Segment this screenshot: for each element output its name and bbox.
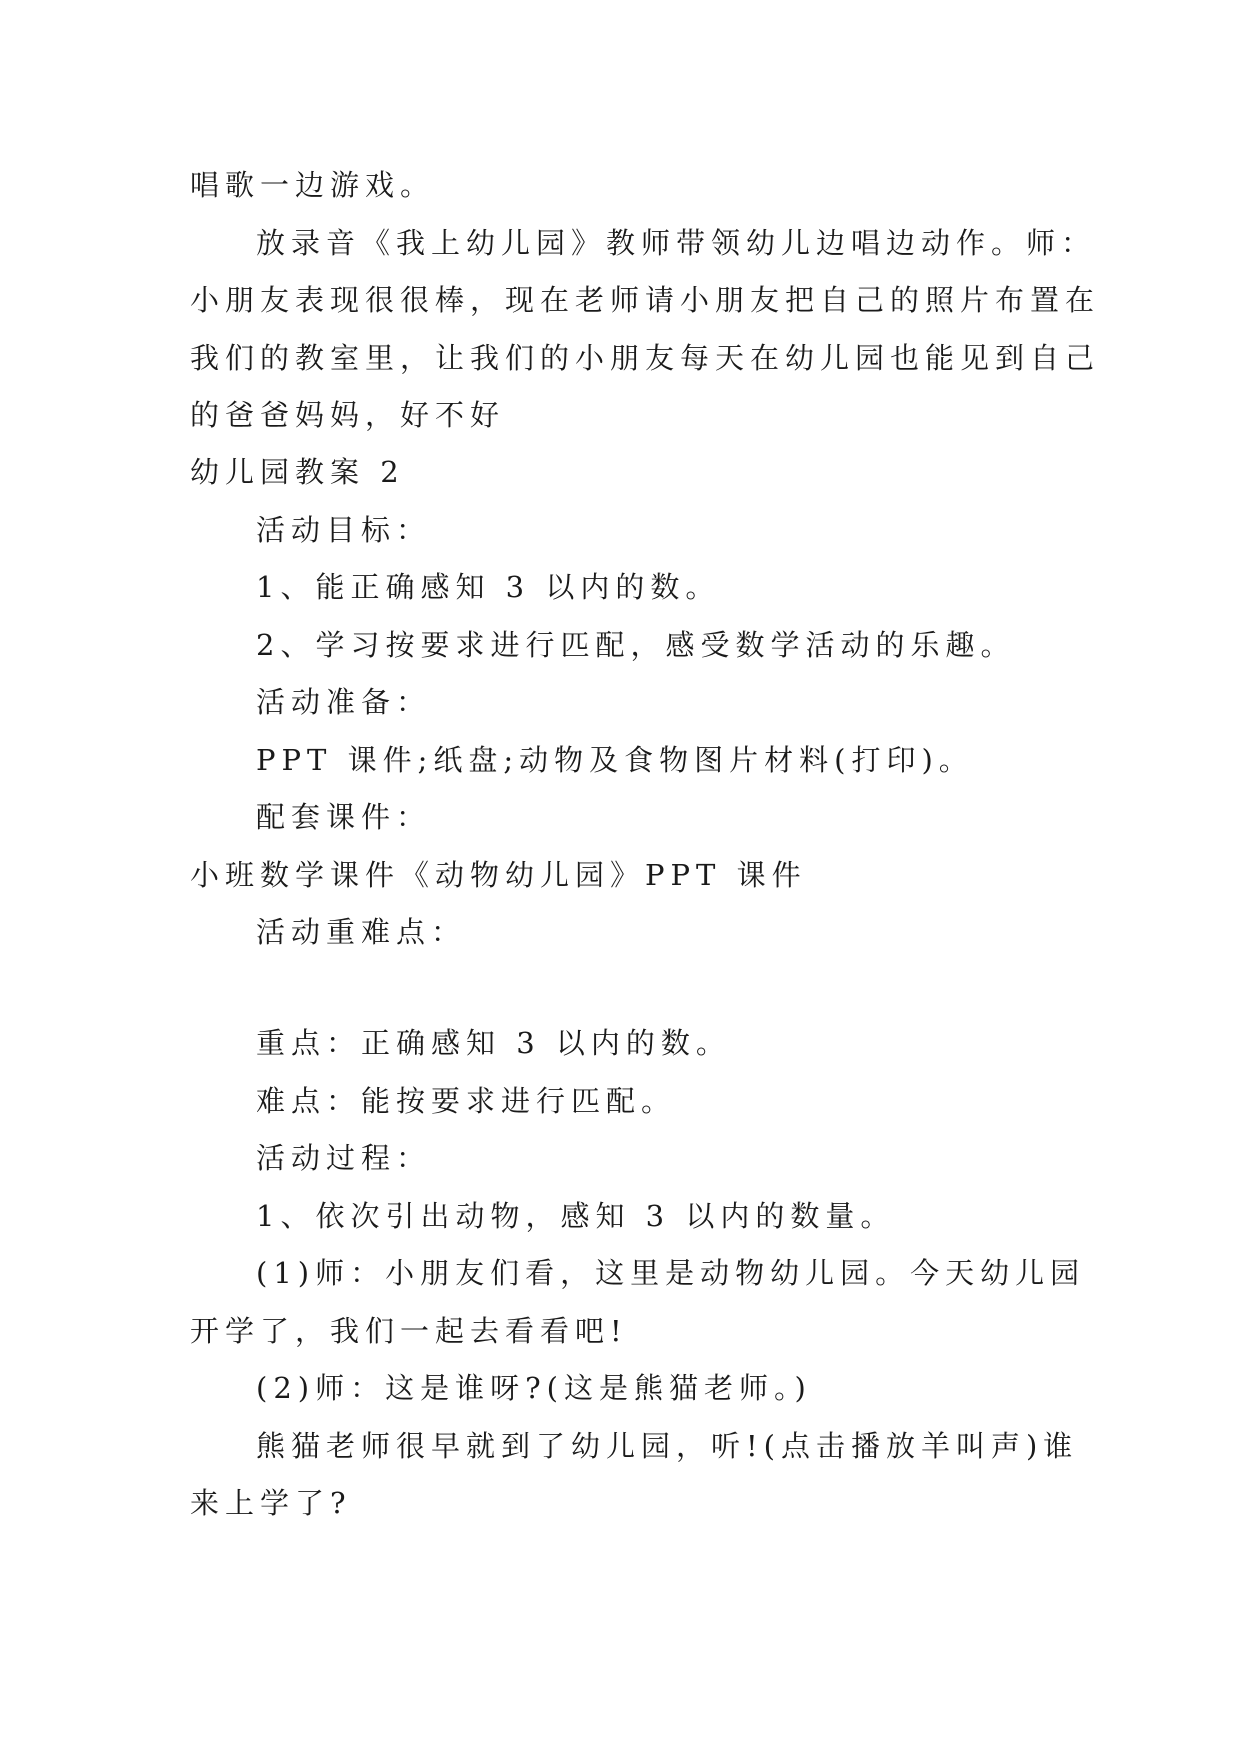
paragraph-line: 小朋友表现很很棒，现在老师请小朋友把自己的照片布置在 — [190, 283, 1101, 317]
paragraph-line: 开学了，我们一起去看看吧! — [190, 1314, 628, 1348]
paragraph-line: (2)师：这是谁呀?(这是熊猫老师。) — [256, 1371, 812, 1405]
paragraph-line: 熊猫老师很早就到了幼儿园，听!(点击播放羊叫声)谁 — [256, 1429, 1079, 1463]
subheading: 活动目标： — [256, 513, 432, 547]
paragraph-line: 难点：能按要求进行匹配。 — [256, 1084, 677, 1118]
paragraph-line: 放录音《我上幼儿园》教师带领幼儿边唱边动作。师： — [256, 226, 1097, 260]
list-item: 1、能正确感知 3 以内的数。 — [256, 570, 721, 604]
section-heading: 幼儿园教案 2 — [190, 455, 405, 489]
paragraph-line: 唱歌一边游戏。 — [190, 168, 436, 202]
paragraph-line: (1)师：小朋友们看，这里是动物幼儿园。今天幼儿园 — [256, 1256, 1086, 1290]
paragraph-line: 来上学了? — [190, 1486, 352, 1520]
subheading: 活动过程： — [256, 1141, 432, 1175]
paragraph-line: 的爸爸妈妈，好不好 — [190, 398, 506, 432]
subheading: 活动准备： — [256, 685, 432, 719]
paragraph-line: PPT 课件;纸盘;动物及食物图片材料(打印)。 — [256, 743, 974, 777]
list-item: 1、依次引出动物，感知 3 以内的数量。 — [256, 1199, 896, 1233]
list-item: 2、学习按要求进行匹配，感受数学活动的乐趣。 — [256, 628, 1016, 662]
paragraph-line: 小班数学课件《动物幼儿园》PPT 课件 — [190, 858, 807, 892]
subheading: 活动重难点： — [256, 915, 467, 949]
paragraph-line: 重点：正确感知 3 以内的数。 — [256, 1026, 731, 1060]
subheading: 配套课件： — [256, 800, 432, 834]
paragraph-line: 我们的教室里，让我们的小朋友每天在幼儿园也能见到自己 — [190, 341, 1101, 375]
